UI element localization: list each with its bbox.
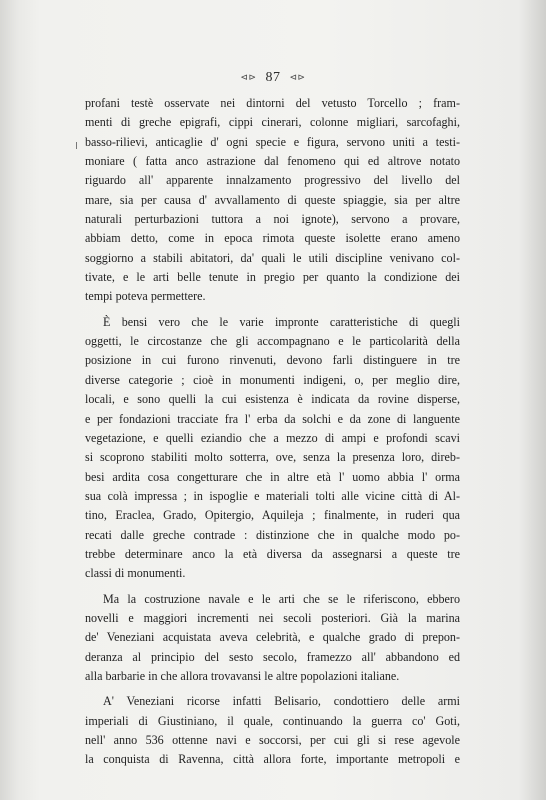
text-line: trebbe determinare anco la età diversa da assegnarsi a queste tre (85, 546, 460, 561)
text-line: sua colà impressa ; in ispoglie e materiali tolti alle vicine città di Al- (85, 488, 460, 503)
text-line: menti di greche epigrafi, cippi cinerari, colonne migliari, sarcofaghi, (85, 115, 460, 130)
margin-mark (76, 142, 80, 149)
text-line: abbiam detto, come in epoca rimota queste isolette erano ameno (85, 231, 460, 246)
text-line: vegetazione, e quelli eziandio che a mezzo di ampi e profondi scavi (85, 430, 460, 445)
text-line: basso-rilievi, anticaglie d' ogni specie e figura, servono uniti a testi- (85, 134, 460, 149)
text-line: diverse categorie ; cioè in monumenti indigeni, o, per meglio dire, (85, 372, 460, 387)
text-line: locali, e sono quelli la cui esistenza è indicata da rovine disperse, (85, 392, 460, 407)
text-line: nell' anno 536 ottenne navi e soccorsi, per cui gli si rese agevole (85, 733, 460, 747)
text-line: riguardo all' apparente innalzamento progressivo del livello del (85, 173, 460, 188)
text-line: deranza al principio del sesto secolo, framezzo all' abbandono ed (85, 649, 460, 664)
body-text (85, 94, 460, 770)
text-line: posizione in cui furono rinvenuti, devono farli distinguere in tre (85, 353, 460, 368)
text-line: imperiali di Giustiniano, il quale, continuando la guerra co' Goti, (85, 713, 460, 728)
text-line: classi di monumenti. (85, 566, 186, 581)
text-line: tivate, e le arti belle tenute in pregio per quanto la condizione dei (85, 270, 460, 285)
paragraph (85, 94, 460, 307)
text-line: e per fondazioni tracciate fra l' erba da solchi e da zone di languente (85, 411, 460, 426)
text-line: profani testè osservate nei dintorni del vetusto Torcello ; fram- (85, 96, 460, 110)
text-line: naturali perturbazioni tuttora a noi ignote), servono a provare, (85, 212, 460, 227)
paragraph (85, 692, 460, 769)
text-line: soggiorno a stabili abitatori, da' quali le utili discipline venivano col- (85, 250, 460, 265)
text-line: recati dalle greche contrade : distinzione che in qualche modo po- (85, 527, 460, 542)
paragraph (85, 590, 460, 687)
text-line: tino, Eraclea, Grado, Opitergio, Aquileja ; finalmente, in ruderi qua (85, 508, 460, 523)
text-line: mare, sia per causa d' avvallamento di queste spiaggie, sia per altre (85, 192, 460, 207)
text-line: besi ardita cosa congetturare che in altre età l' uomo abbia l' orma (85, 469, 460, 484)
text-line: Ma la costruzione navale e le arti che se le riferiscono, ebbero (103, 591, 460, 606)
text-line: alla barbarie in che allora trovavansi le altre popolazioni italiane. (85, 668, 400, 683)
text-line: È bensi vero che le varie impronte caratteristiche di quegli (103, 314, 460, 329)
text-line: moniare ( fatta anco astrazione dal fenomeno qui ed altrove notato (85, 154, 460, 169)
text-line: A' Veneziani ricorse infatti Belisario, condottiero delle armi (103, 694, 460, 709)
text-line: tempi poteva permettere. (85, 289, 206, 304)
text-line: novelli e maggiori incrementi nei secoli posteriori. Già la marina (85, 610, 460, 625)
text-line: la conquista di Ravenna, città allora forte, importante metropoli e (85, 752, 460, 767)
left-ornament-icon: ⊲⊳ (240, 72, 257, 83)
text-line: de' Veneziani acquistata aveva celebrità, e qualche grado di prepon- (85, 630, 460, 645)
paragraph (85, 313, 460, 584)
text-line: si scoprono stabiliti molto sotterra, ove, senza la presenza loro, direb- (85, 450, 460, 465)
page-number: 87 (265, 70, 281, 85)
page-header (0, 70, 546, 86)
text-line: oggetti, le circostanze che gli accompagnano e le particolarità della (85, 334, 460, 349)
right-ornament-icon: ⊲⊳ (289, 72, 306, 83)
